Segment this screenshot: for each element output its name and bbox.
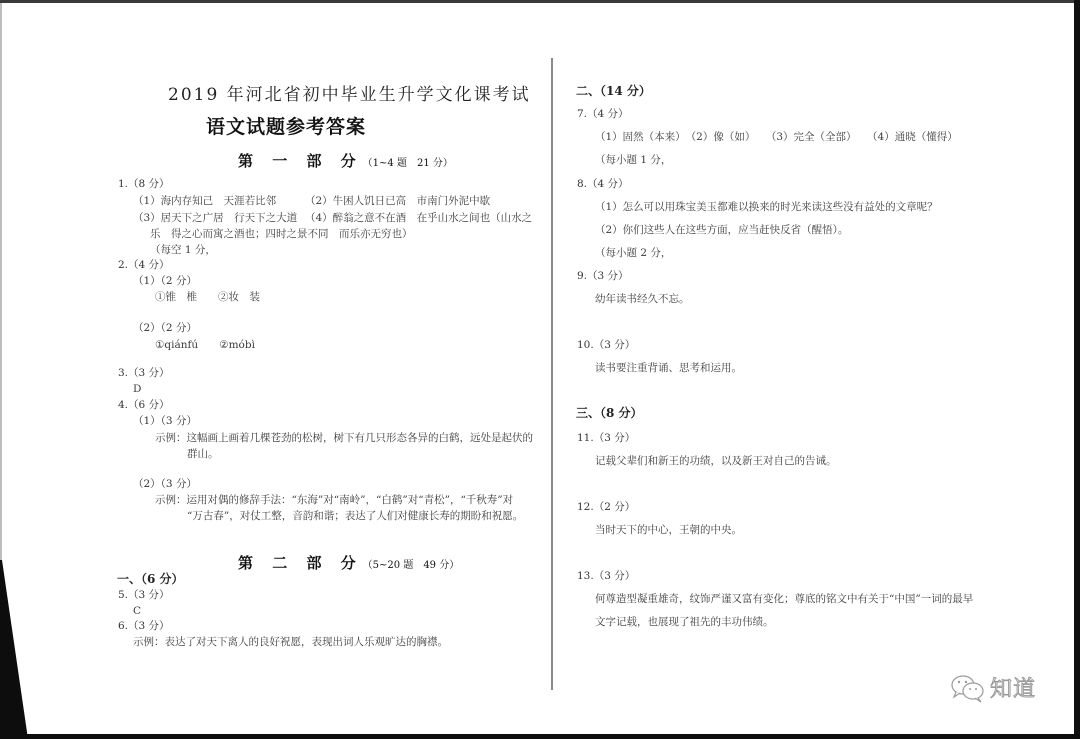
q11-answer: 记载父辈们和新王的功绩，以及新王对自己的告诫。 (595, 455, 837, 467)
q4-sub2-answer-line2: “万古春”，对仗工整，音韵和谐；表达了人们对健康长寿的期盼和祝愿。 (187, 510, 524, 522)
q11-label: 11.（3 分） (577, 432, 636, 444)
q4-label: 4.（6 分） (118, 399, 170, 411)
scan-right-edge (1074, 0, 1080, 739)
q10-label: 10.（3 分） (577, 339, 636, 351)
q3-label: 3.（3 分） (118, 367, 170, 379)
watermark-label: 知道 (990, 677, 1037, 702)
q13-answer-line2: 文字记载，也展现了祖先的丰功伟绩。 (595, 616, 774, 628)
q13-answer-line1: 何尊造型凝重雄奇，纹饰严谨又富有变化；尊底的铭文中有关于“中国”一词的最早 (595, 593, 974, 605)
q1-label: 1.（8 分） (118, 178, 170, 190)
q6-label: 6.（3 分） (118, 620, 170, 632)
q2-sub2-label: （2）（2 分） (133, 322, 197, 334)
q6-answer: 示例：表达了对天下离人的良好祝愿，表现出词人乐观旷达的胸襟。 (133, 636, 448, 648)
q5-answer: C (133, 605, 142, 617)
q1-answer-2: （2）牛困人饥日已高 市南门外泥中歇 (305, 195, 491, 207)
watermark (950, 672, 1036, 703)
part1-title: 第 一 部 分 (238, 152, 363, 170)
part2-title: 第 二 部 分 (238, 554, 363, 572)
q4-sub1-label: （1）（3 分） (133, 415, 197, 427)
section-3-label: 三、（8 分） (576, 406, 643, 420)
q2-label: 2.（4 分） (118, 259, 170, 271)
q7-answer: （1）固然（本来） （2）像（如） （3）完全（全部） （4）通晓（懂得） (595, 131, 958, 143)
column-divider (551, 58, 553, 690)
part1-range: （1~4 题 21 分） (362, 158, 453, 169)
section-2-label: 二、（14 分） (576, 84, 651, 98)
scan-bottom-edge (0, 734, 1080, 739)
q10-answer: 读书要注重背诵、思考和运用。 (595, 362, 742, 374)
q4-sub1-answer-line2: 群山。 (187, 448, 219, 460)
q8-answer-1: （1）怎么可以用珠宝美玉都难以换来的时光来读这些没有益处的文章呢？ (595, 201, 938, 213)
q1-answer-3: （3）居天下之广居 行天下之大道 (133, 212, 298, 224)
document-subtitle: 语文试题参考答案 (206, 116, 367, 138)
part1-heading (238, 150, 453, 171)
q8-label: 8.（4 分） (577, 178, 629, 190)
document-title: 2019 年河北省初中毕业生升学文化课考试 (168, 85, 531, 105)
q1-scoring-note: （每空 1 分， (150, 244, 216, 256)
q8-scoring-note: （每小题 2 分， (595, 247, 672, 259)
q7-scoring-note: （每小题 1 分， (595, 154, 672, 166)
scan-corner-shadow (0, 560, 28, 739)
q4-sub2-label: （2）（3 分） (133, 478, 197, 490)
q9-label: 9.（3 分） (577, 270, 629, 282)
q5-label: 5.（3 分） (118, 589, 170, 601)
q13-label: 13.（3 分） (577, 570, 636, 582)
q1-answer-4-cont: 乐 得之心而寓之酒也；四时之景不同 而乐亦无穷也） (150, 228, 413, 240)
section-1-label: 一、（6 分） (117, 572, 184, 586)
q3-answer: D (133, 383, 142, 395)
wechat-icon (950, 673, 986, 703)
q12-answer: 当时天下的中心，王朝的中央。 (595, 524, 742, 536)
q8-answer-2: （2）你们这些人在这些方面，应当赶快反省（醒悟）。 (595, 224, 849, 236)
part2-range: （5~20 题 49 分） (362, 560, 460, 571)
q4-sub1-answer-line1: 示例：这幅画上画着几棵苍劲的松树，树下有几只形态各异的白鹤，远处是起伏的 (155, 432, 533, 444)
part2-heading (238, 552, 459, 573)
q2-sub2-answer: ①qiánfú ②móbì (155, 339, 255, 351)
q12-label: 12.（2 分） (577, 501, 636, 513)
q1-answer-4: （4）醉翁之意不在酒 在乎山水之间也（山水之 (305, 212, 533, 224)
q2-sub1-label: （1）（2 分） (133, 275, 197, 287)
scan-top-edge (0, 0, 1080, 3)
q2-sub1-answer: ①锥 椎 ②妆 装 (155, 291, 260, 303)
q7-label: 7.（4 分） (577, 108, 629, 120)
q1-answer-1: （1）海内存知己 天涯若比邻 (133, 195, 277, 207)
q4-sub2-answer-line1: 示例：运用对偶的修辞手法：“东海”对“南岭”，“白鹤”对“青松”，“千秋寿”对 (155, 494, 514, 506)
q9-answer: 幼年读书经久不忘。 (595, 293, 690, 305)
